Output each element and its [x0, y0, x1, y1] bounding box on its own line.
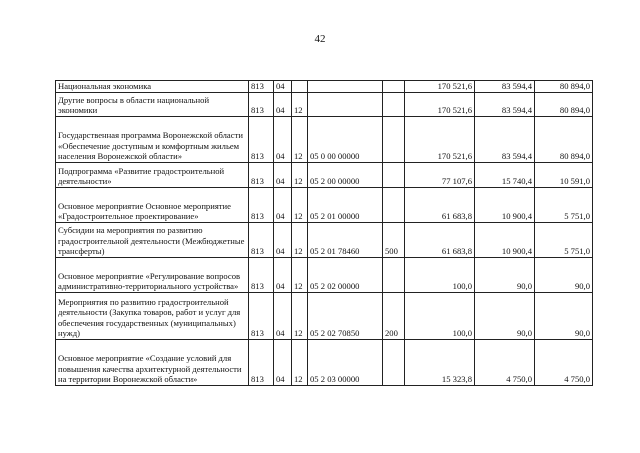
row-value-3: 4 750,0 [535, 340, 593, 386]
row-vr [383, 258, 405, 293]
row-name: Основное мероприятие «Регулирование вопросов административно-территориального устройства» [56, 258, 249, 293]
row-name: Основное мероприятие Основное мероприятие «Градостроительное проектирование» [56, 188, 249, 223]
row-name: Государственная программа Воронежской области «Обеспечение доступным и комфортным жильем населения Воронежской области» [56, 117, 249, 163]
row-rz: 04 [274, 81, 292, 93]
row-name: Основное мероприятие «Создание условий для повышения качества архитектурной деятельности на территории Воронежской области» [56, 340, 249, 386]
row-value-2: 90,0 [475, 293, 535, 340]
row-value-2: 83 594,4 [475, 81, 535, 93]
row-value-1: 100,0 [405, 293, 475, 340]
row-value-3: 90,0 [535, 293, 593, 340]
row-grbs: 813 [249, 223, 274, 258]
row-value-3: 5 751,0 [535, 223, 593, 258]
row-vr [383, 188, 405, 223]
table-row [56, 188, 593, 223]
row-grbs: 813 [249, 258, 274, 293]
row-value-1: 170 521,6 [405, 93, 475, 117]
row-csr: 05 2 03 00000 [308, 340, 383, 386]
row-pr: 12 [292, 93, 308, 117]
row-grbs: 813 [249, 293, 274, 340]
row-vr [383, 340, 405, 386]
row-value-3: 80 894,0 [535, 81, 593, 93]
row-csr [308, 81, 383, 93]
table-row [56, 258, 593, 293]
row-value-3: 5 751,0 [535, 188, 593, 223]
row-vr [383, 81, 405, 93]
row-vr: 200 [383, 293, 405, 340]
row-vr [383, 163, 405, 188]
row-grbs: 813 [249, 93, 274, 117]
row-grbs: 813 [249, 340, 274, 386]
row-pr: 12 [292, 117, 308, 163]
row-value-3: 10 591,0 [535, 163, 593, 188]
row-pr: 12 [292, 293, 308, 340]
table-row [56, 293, 593, 340]
row-value-1: 61 683,8 [405, 188, 475, 223]
table-row [56, 163, 593, 188]
row-csr: 05 2 00 00000 [308, 163, 383, 188]
row-value-1: 15 323,8 [405, 340, 475, 386]
row-value-2: 83 594,4 [475, 117, 535, 163]
budget-table-body [56, 81, 593, 386]
row-vr: 500 [383, 223, 405, 258]
row-csr: 05 0 00 00000 [308, 117, 383, 163]
row-csr: 05 2 01 00000 [308, 188, 383, 223]
row-value-1: 170 521,6 [405, 81, 475, 93]
row-value-2: 15 740,4 [475, 163, 535, 188]
table-row [56, 93, 593, 117]
row-value-2: 83 594,4 [475, 93, 535, 117]
row-vr [383, 93, 405, 117]
budget-table [55, 80, 593, 386]
row-value-2: 10 900,4 [475, 188, 535, 223]
row-value-1: 170 521,6 [405, 117, 475, 163]
row-grbs: 813 [249, 81, 274, 93]
row-value-2: 4 750,0 [475, 340, 535, 386]
row-pr: 12 [292, 163, 308, 188]
row-value-1: 61 683,8 [405, 223, 475, 258]
table-row [56, 223, 593, 258]
row-csr: 05 2 02 70850 [308, 293, 383, 340]
row-name: Субсидии на мероприятия по развитию градостроительной деятельности (Межбюджетные трансферты) [56, 223, 249, 258]
row-name: Другие вопросы в области национальной экономики [56, 93, 249, 117]
row-rz: 04 [274, 293, 292, 340]
row-pr: 12 [292, 188, 308, 223]
row-rz: 04 [274, 93, 292, 117]
row-value-2: 10 900,4 [475, 223, 535, 258]
page-number: 42 [314, 33, 326, 45]
row-rz: 04 [274, 258, 292, 293]
table-row [56, 81, 593, 93]
row-pr: 12 [292, 223, 308, 258]
row-csr [308, 93, 383, 117]
row-grbs: 813 [249, 117, 274, 163]
row-grbs: 813 [249, 163, 274, 188]
table-row [56, 340, 593, 386]
row-csr: 05 2 02 00000 [308, 258, 383, 293]
row-name: Подпрограмма «Развитие градостроительной деятельности» [56, 163, 249, 188]
row-grbs: 813 [249, 188, 274, 223]
row-pr [292, 81, 308, 93]
row-rz: 04 [274, 340, 292, 386]
row-rz: 04 [274, 223, 292, 258]
row-rz: 04 [274, 188, 292, 223]
row-name: Национальная экономика [56, 81, 249, 93]
row-rz: 04 [274, 117, 292, 163]
row-pr: 12 [292, 258, 308, 293]
row-rz: 04 [274, 163, 292, 188]
row-csr: 05 2 01 78460 [308, 223, 383, 258]
row-value-3: 80 894,0 [535, 117, 593, 163]
row-value-3: 90,0 [535, 258, 593, 293]
row-vr [383, 117, 405, 163]
table-row [56, 117, 593, 163]
row-value-1: 77 107,6 [405, 163, 475, 188]
row-pr: 12 [292, 340, 308, 386]
row-value-3: 80 894,0 [535, 93, 593, 117]
row-value-1: 100,0 [405, 258, 475, 293]
row-value-2: 90,0 [475, 258, 535, 293]
row-name: Мероприятия по развитию градостроительной деятельности (Закупка товаров, работ и услуг для обеспечения государственных (муниципальных) нужд) [56, 293, 249, 340]
